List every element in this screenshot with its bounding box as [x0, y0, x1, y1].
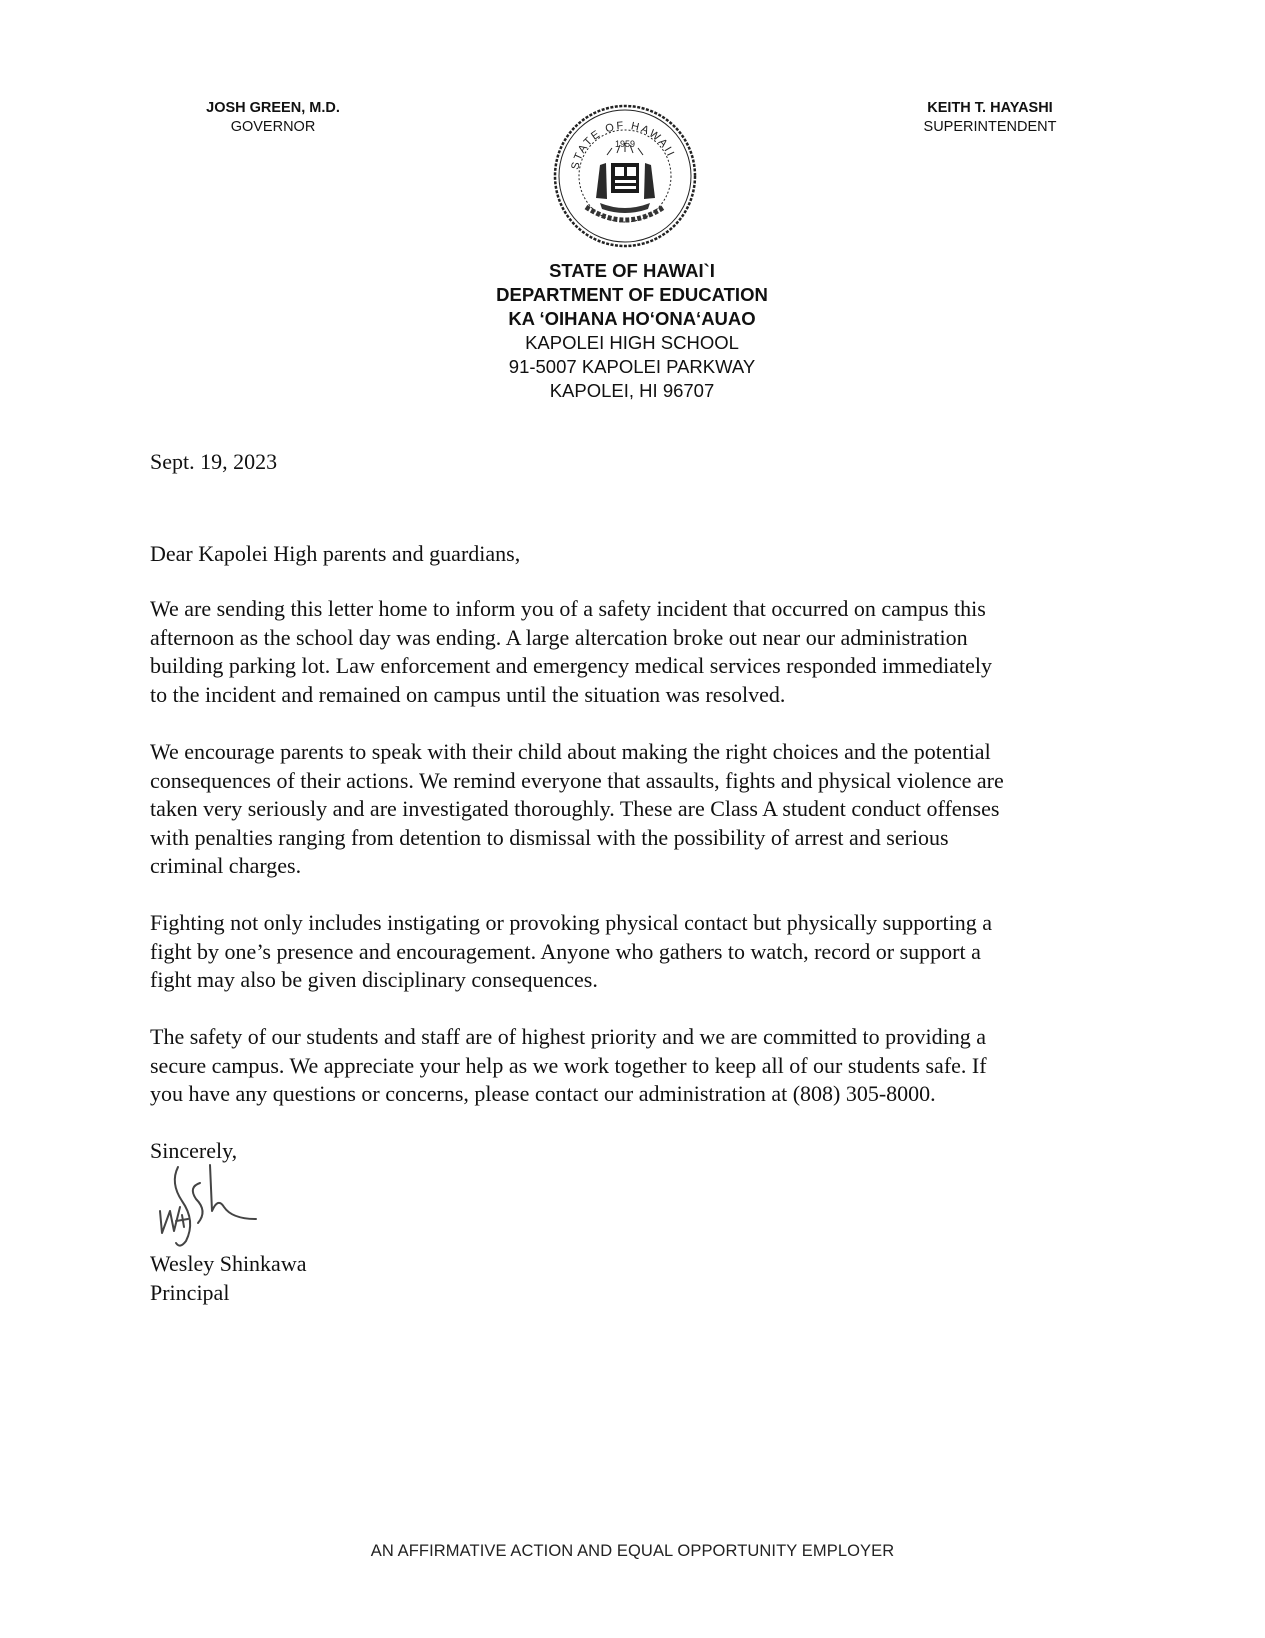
paragraph-line: afternoon as the school day was ending. A large altercation broke out near our administration: [150, 624, 968, 650]
paragraph-line: taken very seriously and are investigated thoroughly. These are Class A student conduct offenses: [150, 796, 1000, 822]
paragraph-line: fight by one’s presence and encouragement. Anyone who gathers to watch, record or support a: [150, 938, 981, 964]
superintendent-title: SUPERINTENDENT: [923, 119, 1057, 135]
paragraph-safety: [150, 1023, 1130, 1109]
school-city: KAPOLEI, HI 96707: [549, 380, 715, 401]
paragraph-line: fight may also be given disciplinary consequences.: [150, 967, 598, 993]
signer-title: Principal: [150, 1279, 230, 1305]
agency-department: DEPARTMENT OF EDUCATION: [496, 284, 768, 305]
governor-title: GOVERNOR: [230, 119, 316, 135]
svg-text:1959: 1959: [614, 139, 636, 149]
superintendent-name: KEITH T. HAYASHI: [927, 100, 1053, 116]
paragraph-line: with penalties ranging from detention to dismissal with the possibility of arrest and serious: [150, 824, 949, 850]
paragraph-line: The safety of our students and staff are of highest priority and we are committed to providing a: [150, 1024, 986, 1049]
paragraph-line: We are sending this letter home to inform you of a safety incident that occurred on campus this: [150, 596, 986, 621]
paragraph-line: building parking lot. Law enforcement and emergency medical services responded immediately: [150, 653, 993, 679]
paragraph-incident: [150, 595, 1130, 709]
paragraph-line: consequences of their actions. We remind everyone that assaults, fights and physical violence are: [150, 767, 1004, 793]
closing: Sincerely,: [150, 1138, 238, 1163]
paragraph-line: criminal charges.: [150, 853, 302, 879]
footer-eeo-statement: AN AFFIRMATIVE ACTION AND EQUAL OPPORTUNITY EMPLOYER: [370, 1542, 895, 1560]
state-seal-icon: [552, 103, 698, 249]
agency-state: STATE OF HAWAI`I: [549, 260, 715, 281]
paragraph-fighting: [150, 909, 1130, 995]
paragraph-line: you have any questions or concerns, please contact our administration at (808) 305-8000.: [150, 1081, 936, 1107]
paragraph-line: We encourage parents to speak with their child about making the right choices and the potential: [150, 739, 991, 764]
signature-icon: [152, 1163, 272, 1251]
school-name: KAPOLEI HIGH SCHOOL: [525, 332, 739, 353]
letter-date: Sept. 19, 2023: [150, 449, 278, 474]
governor-name: JOSH GREEN, M.D.: [206, 100, 340, 116]
signer-name: Wesley Shinkawa: [150, 1251, 307, 1276]
paragraph-line: Fighting not only includes instigating or provoking physical contact but physically supporting a: [150, 910, 993, 935]
signer-block: [150, 1250, 1130, 1307]
paragraph-consequences: [150, 738, 1130, 881]
agency-hawaiian-name: KA ‘OIHANA HO‘ONA‘AUAO: [508, 308, 756, 329]
superintendent-block: [885, 99, 1095, 137]
paragraph-line: secure campus. We appreciate your help as we work together to keep all of our students safe. If: [150, 1052, 987, 1078]
paragraph-line: to the incident and remained on campus until the situation was resolved.: [150, 681, 786, 707]
school-street: 91-5007 KAPOLEI PARKWAY: [508, 356, 756, 377]
governor-block: [168, 99, 378, 137]
svg-text:STATE OF HAWAII: STATE OF HAWAII: [569, 119, 677, 171]
agency-address-block: [382, 259, 882, 403]
salutation: Dear Kapolei High parents and guardians,: [150, 541, 521, 566]
